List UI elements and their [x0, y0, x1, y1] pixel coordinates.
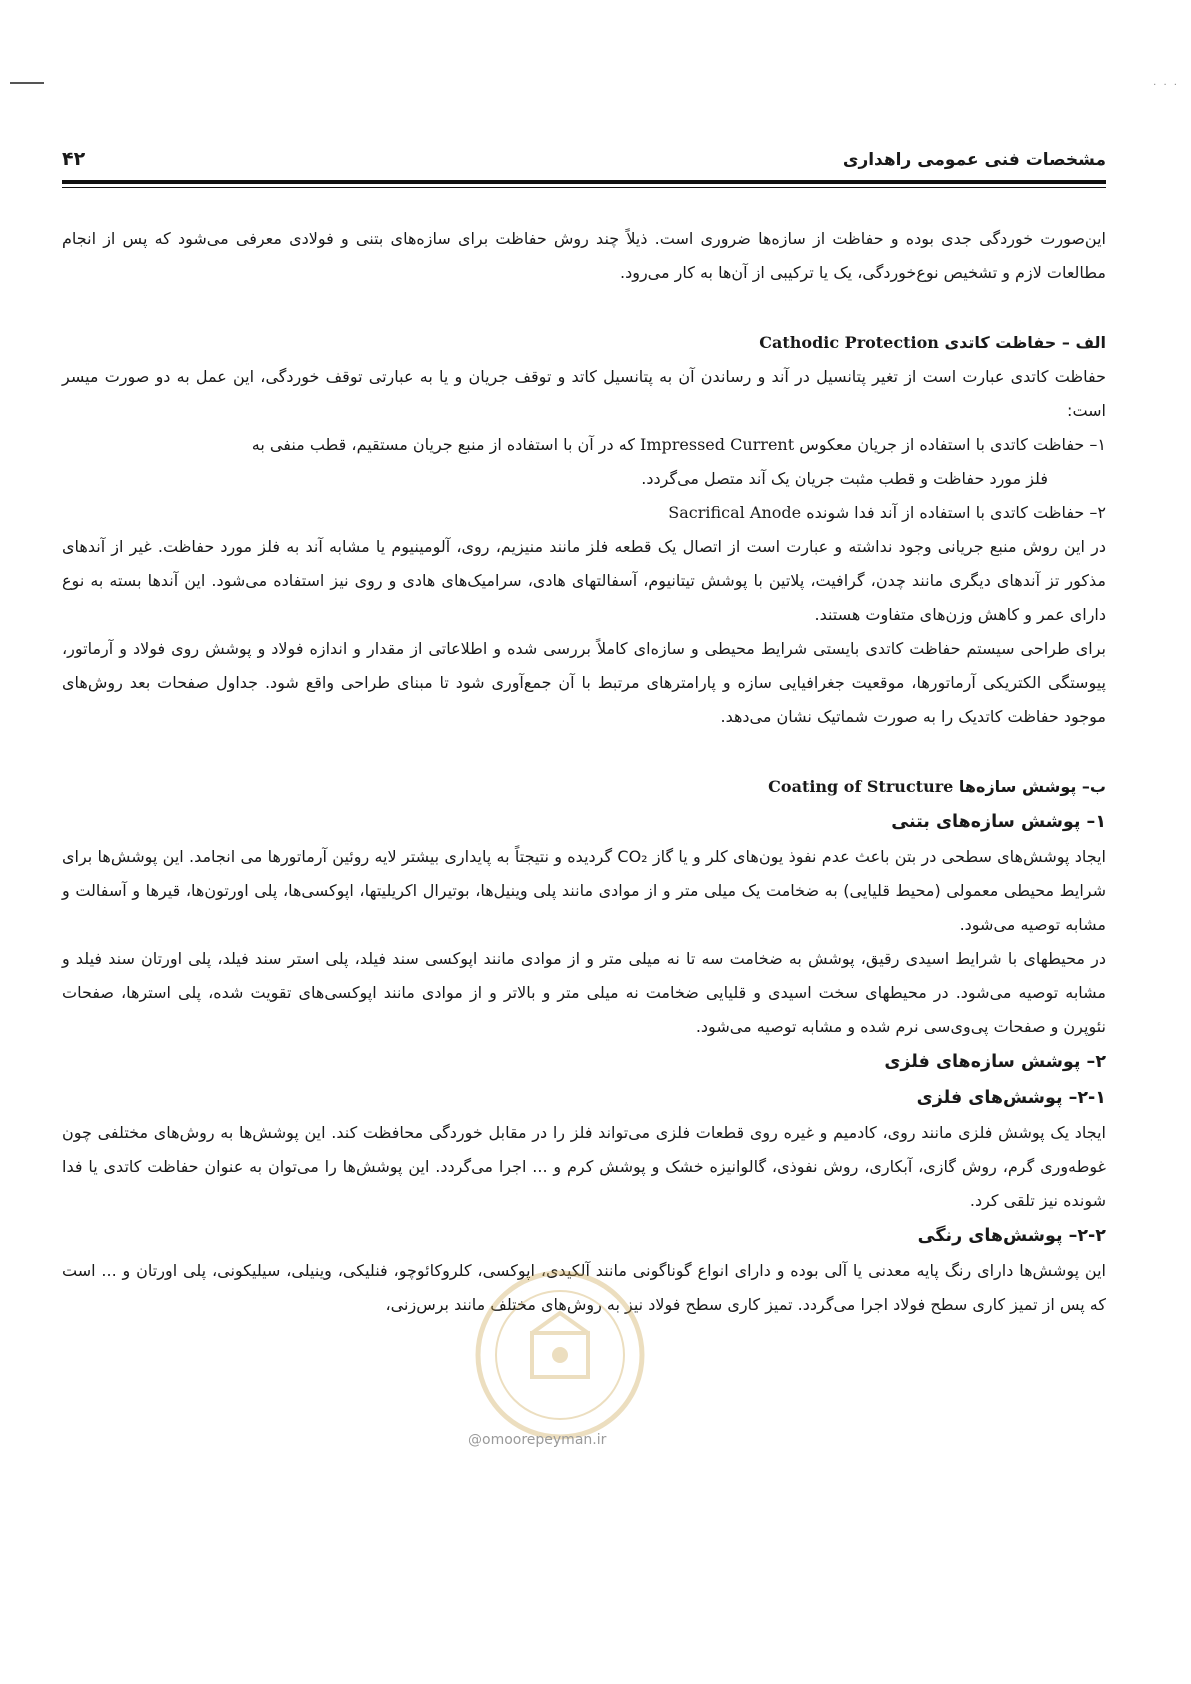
list-item-1-english: Impressed Current: [640, 435, 795, 454]
section-b-paragraph-3: ایجاد یک پوشش فلزی مانند روی، کادمیم و غیره روی قطعات فلزی می‌تواند فلز را در مقابل خوردگی محافظت کند. این پوشش‌ها به روش‌های مختلفی چون غوطه‌وری گرم، روش گازی، آبکاری، روش نفوذی، گالوانیزه خشک و پوشش کرم و ... اجرا می‌گردد. این پوشش‌ها را می‌توان به عنوان حفاظت کاتدی یا فدا شونده نیز تلقی کرد.: [62, 1123, 1106, 1210]
spacer: [62, 290, 1106, 326]
scan-margin-dots: · · ·: [1153, 80, 1179, 91]
page-header: [62, 150, 1106, 180]
list-item-1: [62, 428, 1106, 462]
section-b-heading: [62, 770, 1106, 804]
subsection-2-heading: ۲– پوشش سازه‌های فلزی: [884, 1052, 1106, 1072]
page-number: ۴۲: [62, 148, 86, 170]
subsection-1-heading: ۱– پوشش سازه‌های بتنی: [891, 812, 1106, 832]
list-item-1-text-b: که در آن با استفاده از منبع جریان مستقیم، قطب منفی به: [251, 435, 635, 454]
section-a-paragraph-1: حفاظت کاتدی عبارت است از تغیر پتانسیل در آند و رساندن آن به پتانسیل کاتد و توقف جریان و یا به عبارتی توقف خوردگی، این عمل به دو صورت میسر است:: [62, 367, 1106, 420]
list-item-1-continuation: فلز مورد حفاظت و قطب مثبت جریان یک آند متصل می‌گردد.: [641, 469, 1048, 488]
subsection-2-2-heading: ۲-۲– پوشش‌های رنگی: [917, 1226, 1106, 1246]
running-title: مشخصات فنی عمومی راهداری: [842, 150, 1106, 170]
section-a-heading-fa: الف – حفاظت کاتدی: [944, 333, 1106, 352]
section-a-paragraph-2: در این روش منبع جریانی وجود نداشته و عبارت است از اتصال یک قطعه فلز مانند منیزیم، روی، آلومینیوم یا مشابه آند به فلز مورد حفاظت. غیر از آندهای مذکور تز آندهای دیگری مانند چدن، گرافیت، پلاتین با پوشش تیتانیوم، آسفالتهای هادی، سرامیک‌های هادی و روی نیز استفاده می‌شود. این آندها بسته به نوع دارای عمر و کاهش وزن‌های متفاوت هستند.: [62, 537, 1106, 624]
section-b-paragraph-4: این پوشش‌ها دارای رنگ پایه معدنی یا آلی بوده و دارای انواع گوناگونی مانند آلکیدی، اپوکسی، کلروکائوچو، فنلیکی، وینیلی، سیلیکونی، پلی اورتان و ... است که پس از تمیز کاری سطح فولاد اجرا می‌گردد. تمیز کاری سطح فولاد نیز به روش‌های مختلف مانند برس‌زنی،: [62, 1261, 1106, 1314]
section-a-paragraph-3: برای طراحی سیستم حفاظت کاتدی بایستی شرایط محیطی و سازه‌ای کاملاً بررسی شده و اطلاعاتی از مقدار و اندازه فولاد و پوشش روی فولاد و آرماتور، پیوستگی الکتریکی آرماتورها، موقعیت جغرافیایی سازه و پارامترهای مرتبط با آن جمع‌آوری شود تا مبنای طراحی واقع شود. جداول صفحات بعد روش‌های موجود حفاظت کاتدیک را به صورت شماتیک نشان می‌دهد.: [62, 639, 1106, 726]
header-rule-thick: [62, 180, 1106, 184]
list-item-2-text: ۲– حفاظت کاتدی با استفاده از آند فدا شونده: [806, 503, 1106, 522]
section-b-paragraph-2: در محیطهای با شرایط اسیدی رقیق، پوشش به ضخامت سه تا نه میلی متر و از موادی مانند اپوکسی سند فیلد، پلی استر سند فیلد، پلی اورتان سند فیلد و مشابه توصیه می‌شود. در محیطهای سخت اسیدی و قلیایی ضخامت نه میلی متر و بالاتر و از موادی مانند اپوکسی‌های تقویت شده، پلی استرها، صفحات نئوپرن و صفحات پی‌وی‌سی نرم شده و مشابه توصیه می‌شود.: [62, 949, 1106, 1036]
list-item-1-text-a: ۱– حفاظت کاتدی با استفاده از جریان معکوس: [799, 435, 1106, 454]
list-item-2: [62, 496, 1106, 530]
section-b-heading-en: Coating of Structure: [768, 777, 954, 796]
watermark-text: @omoorepeyman.ir: [468, 1432, 607, 1448]
section-b-paragraph-1: ایجاد پوشش‌های سطحی در بتن باعث عدم نفوذ یون‌های کلر و یا گاز CO₂ گردیده و نتیجتاً به پایداری بیشتر لایه روئین آرماتورها می انجامد. این پوشش‌ها برای شرایط محیطی معمولی (محیط قلیایی) به ضخامت یک میلی متر و از موادی مانند پلی وینیل‌ها، بوتیرال اکریلیتها، اپوکسی‌ها، پلی اورتون‌ها، قیرها و آسفالت و مشابه توصیه می‌شود.: [62, 847, 1107, 934]
scan-margin-mark: [10, 82, 44, 84]
section-a-heading-en: Cathodic Protection: [759, 333, 939, 352]
intro-paragraph: این‌صورت خوردگی جدی بوده و حفاظت از سازه‌ها ضروری است. ذیلاً چند روش حفاظت برای سازه‌های بتنی و فولادی معرفی می‌شود که پس از انجام مطالعات لازم و تشخیص نوع‌خوردگی، یک یا ترکیبی از آن‌ها به کار می‌رود.: [62, 229, 1106, 282]
section-b-heading-fa: ب– پوشش سازه‌ها: [958, 777, 1106, 796]
spacer: [62, 734, 1106, 770]
list-item-2-english: Sacrifical Anode: [668, 503, 802, 522]
header-rule-thin: [62, 187, 1106, 188]
subsection-2-1-heading: ۲-۱– پوشش‌های فلزی: [916, 1088, 1106, 1108]
page-body: [62, 222, 1106, 1322]
section-a-heading: [62, 326, 1106, 360]
